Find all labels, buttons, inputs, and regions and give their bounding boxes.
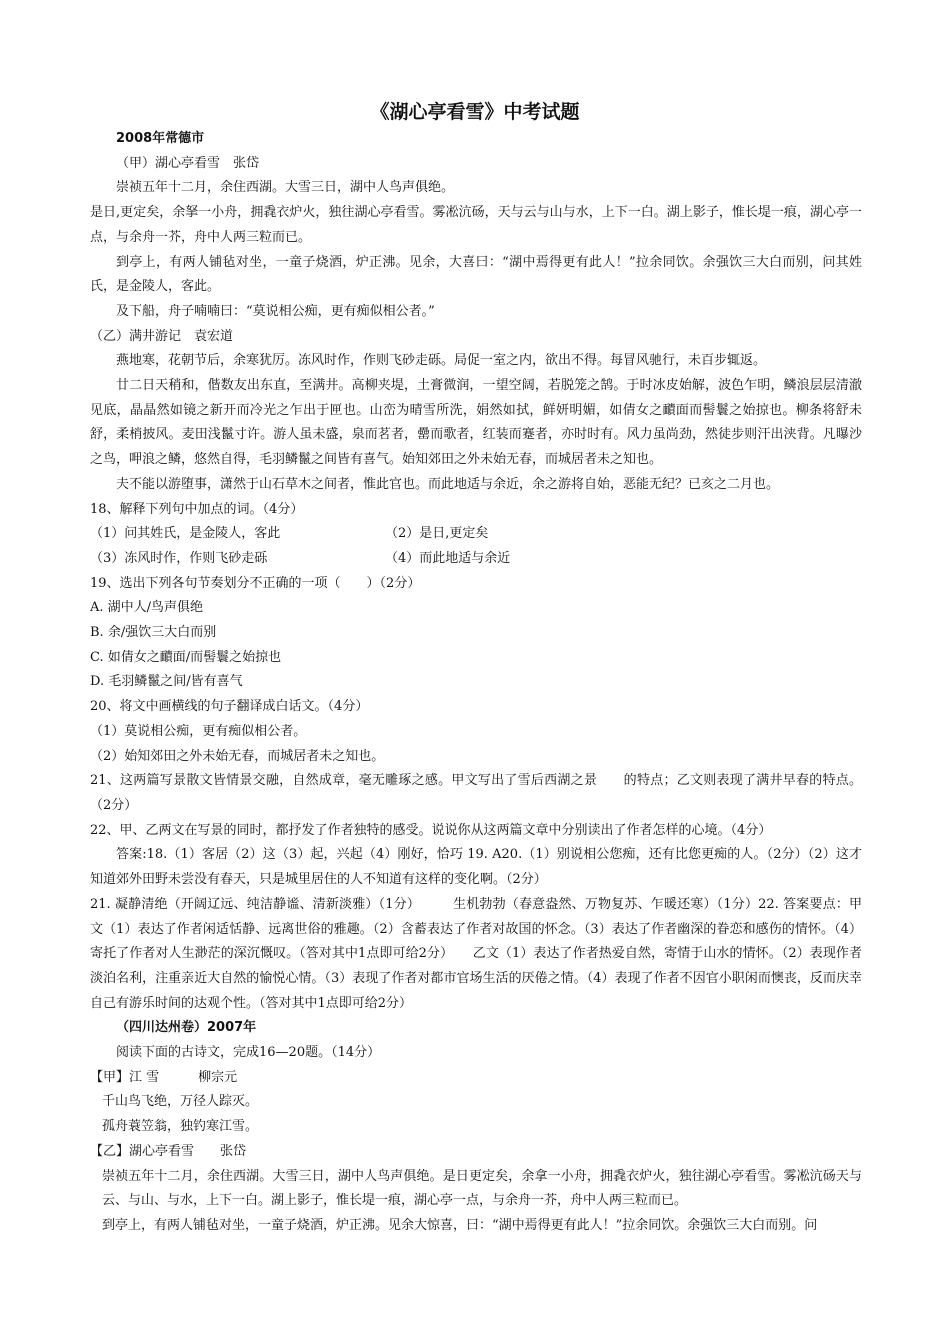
- paragraph: 夫不能以游堕事，潇然于山石草木之间者，惟此官也。而此地适与余近，余之游将自始，恶能无纪？已亥之二月也。: [116, 476, 780, 492]
- question-item: （1）问其姓氏，是金陵人，客此: [90, 526, 281, 542]
- paragraph: 崇祯五年十二月，余住西湖。大雪三日，湖中人鸟声俱绝。: [116, 180, 455, 196]
- question-item: （1）莫说相公痴，更有痴似相公者。: [90, 723, 307, 739]
- section-heading: 2008年常德市: [116, 131, 205, 146]
- document-body: [90, 127, 862, 1239]
- text-title: 【乙】湖心亭看雪 张岱: [90, 1143, 247, 1159]
- paragraph: 崇祯五年十二月，余住西湖。大雪三日，湖中人鸟声俱绝。是日更定矣，余拿一小舟，拥毳衣炉火，独往湖心亭看雪。雾凇沆砀天与云、与山、与水，上下一白。湖上影子，惟长堤一痕，湖心亭一点，与余舟一芥，舟中人两三粒而已。: [102, 1168, 862, 1209]
- question-item: （3）冻风时作，作则飞砂走砾: [90, 550, 268, 566]
- paragraph: 到亭上，有两人铺毡对坐，一童子烧酒，炉正沸。见余，大喜曰：“湖中焉得更有此人！”拉余同饮。余强饮三大白而别，问其姓氏，是金陵人，客此。: [90, 254, 862, 295]
- page-title: 《湖心亭看雪》中考试题: [370, 101, 580, 123]
- question-item: （4）而此地适与余近: [385, 550, 511, 566]
- option-c: C. 如倩女之靧面/而髻鬟之始掠也: [90, 649, 282, 665]
- paragraph: 廿二日天稍和，偕数友出东直，至满井。高柳夹堤，土膏微润，一望空阔，若脱笼之鹄。于时冰皮始解，波色乍明，鳞浪层层清澈见底，晶晶然如镜之新开而冷光之乍出于匣也。山峦为晴雪所洗，娟然如拭，鲜妍明媚，如倩女之靧面而髻鬟之始掠也。柳条将舒未舒，柔梢披风。麦田浅鬣寸许。游人虽未盛，泉而茗者，罍而歌者，红装而蹇者，亦时时有。风力虽尚劲，然徒步则汗出浃背。凡曝沙之鸟，呷浪之鳞，悠然自得，毛羽鳞鬣之间皆有喜气。始知郊田之外未始无春，而城居者未之知也。: [90, 378, 862, 468]
- question: 22、甲、乙两文在写景的同时，都抒发了作者独特的感受。说说你从这两篇文章中分别读出了作者怎样的心境。（4分）: [90, 822, 772, 838]
- text-title: （乙）满井游记 袁宏道: [90, 328, 234, 344]
- paragraph: 是日,更定矣，余拏一小舟，拥毳衣炉火，独往湖心亭看雪。雾凇沆砀，天与云与山与水，上下一白。湖上影子，惟长堤一痕，湖心亭一点，与余舟一芥，舟中人两三粒而已。: [90, 205, 862, 245]
- instruction: 阅读下面的古诗文，完成16—20题。（14分）: [116, 1045, 381, 1061]
- question: 19、选出下列各句节奏划分不正确的一项（ ）（2分）: [90, 575, 421, 591]
- question: 21、这两篇写景散文皆情景交融，自然成章，毫无雕琢之感。甲文写出了雪后西湖之景 的特点；乙文则表现了满井早春的特点。（2分）: [90, 773, 862, 813]
- paragraph: 到亭上，有两人铺毡对坐，一童子烧酒，炉正沸。见余大惊喜，曰：“湖中焉得更有此人！”拉余同饮。余强饮三大白而别。问: [102, 1217, 818, 1233]
- option-d: D. 毛羽鳞鬣之间/皆有喜气: [90, 674, 243, 690]
- text-title: （甲）湖心亭看雪 张岱: [116, 155, 260, 171]
- option-a: A. 湖中人/鸟声俱绝: [90, 600, 204, 616]
- question-item: （2）是日,更定矣: [385, 526, 489, 542]
- poem-line: 千山鸟飞绝，万径人踪灭。: [102, 1094, 259, 1110]
- question-item: （2）始知郊田之外未始无春，而城居者未之知也。: [90, 748, 385, 764]
- answer-block: 答案:18.（1）客居（2）这（3）起，兴起（4）刚好，恰巧 19. A20.（1）别说相公您痴，还有比您更痴的人。（2分）（2）这才知道郊外田野未尝没有春天，只是城里居住的人不知道有这样的变化啊。（2分）: [90, 847, 862, 888]
- poem-line: 孤舟蓑笠翁，独钓寒江雪。: [102, 1119, 259, 1135]
- answer-block: 21. 凝静清绝（开阔辽远、纯洁静谧、清新淡雅）（1分） 生机勃勃（春意盎然、万物复苏、乍暖还寒）（1分）22. 答案要点：甲文（1）表达了作者闲适恬静、远离世俗的雅趣。（2）含蓄表达了作者对故国的怀念。（3）表达了作者幽深的眷恋和感伤的情怀。（4）寄托了作者对人生渺茫的深沉慨叹。（答对其中1点即可给2分） 乙文（1）表达了作者热爱自然，寄情于山水的情怀。（2）表现作者淡泊名利，注重亲近大自然的愉悦心情。（3）表现了作者对都市官场生活的厌倦之情。（4）表现了作者不因官小职闲而懊丧，反而庆幸自己有游乐时间的达观个性。（答对其中1点即可给2分）: [90, 896, 862, 1011]
- question-options-row: [90, 522, 862, 547]
- question: 20、将文中画横线的句子翻译成白话文。（4分）: [90, 699, 369, 715]
- question-options-row: [90, 547, 862, 572]
- question: 18、解释下列句中加点的词。（4分）: [90, 501, 304, 517]
- section-heading: （四川达州卷）2007年: [116, 1020, 257, 1036]
- text-title: 【甲】江 雪 柳宗元: [90, 1069, 238, 1085]
- option-b: B. 余/强饮三大白而别: [90, 625, 217, 641]
- paragraph: 燕地寒，花朝节后，余寒犹厉。冻风时作，作则飞砂走砾。局促一室之内，欲出不得。每冒风驰行，未百步辄返。: [116, 353, 767, 369]
- paragraph: 及下船，舟子喃喃曰：“莫说相公痴，更有痴似相公者。”: [116, 303, 435, 319]
